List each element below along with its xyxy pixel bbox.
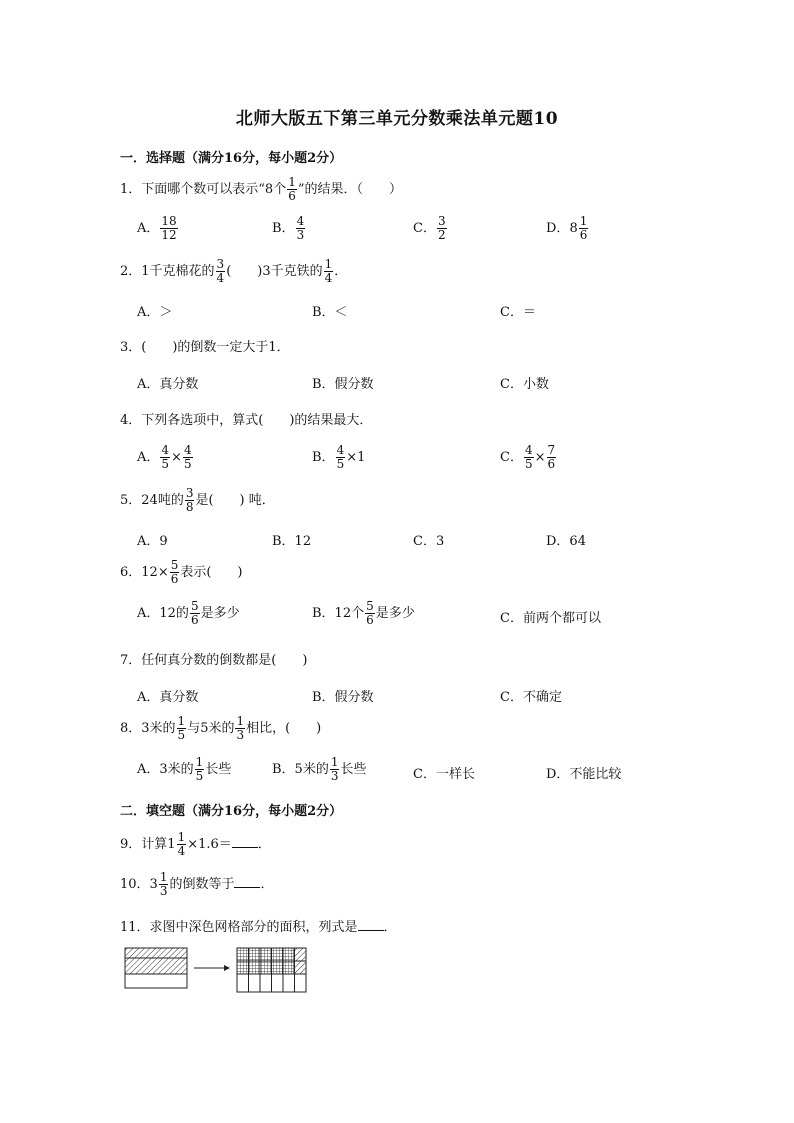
q1-option-d[interactable]: D． 8 $\frac{1}{6}$	[546, 214, 588, 242]
q8-option-d[interactable]: D．不能比较	[546, 767, 622, 782]
q8-option-a[interactable]: A．3米的 $\frac{1}{5}$ 长些	[137, 755, 232, 783]
q2-option-a[interactable]: A．＞	[137, 305, 173, 320]
q1-option-a[interactable]: A． $\frac{18}{12}$	[137, 214, 177, 242]
question-11: 11．求图中深色网格部分的面积，列式是 ．	[120, 920, 397, 935]
question-text: 1．下面哪个数可以表示“8个	[120, 182, 287, 197]
q7-option-c[interactable]: C．不确定	[500, 690, 562, 705]
arrow-icon	[194, 965, 230, 971]
q4-option-b[interactable]: B． $\frac{4}{5}$ ×1	[312, 443, 366, 471]
q6-option-a[interactable]: A．12的 $\frac{5}{6}$ 是多少	[137, 599, 240, 627]
q2-option-b[interactable]: B．＜	[312, 305, 348, 320]
question-7: 7．任何真分数的倒数都是( )	[120, 653, 308, 668]
q7-option-b[interactable]: B．假分数	[312, 690, 374, 705]
answer-blank[interactable]	[232, 835, 258, 848]
q2-option-c[interactable]: C．＝	[500, 305, 536, 320]
question-1	[120, 176, 402, 203]
q1-option-c[interactable]: C． $\frac{3}{2}$	[413, 214, 446, 242]
q6-option-c[interactable]: C．前两个都可以	[500, 611, 601, 626]
q6-option-b[interactable]: B．12个 $\frac{5}{6}$ 是多少	[312, 599, 415, 627]
page-title: 北师大版五下第三单元分数乘法单元题10	[235, 109, 559, 129]
answer-blank[interactable]	[358, 918, 384, 931]
q1-option-b[interactable]: B． $\frac{4}{3}$	[272, 214, 305, 242]
fraction: $\frac{1}{6}$	[288, 175, 296, 203]
q3-option-a[interactable]: A．真分数	[137, 377, 199, 392]
question-3: 3．( )的倒数一定大于1．	[120, 340, 290, 355]
question-8: 8．3米的 $\frac{1}{5}$ 与5米的 $\frac{1}{3}$ 相比，( )	[120, 714, 322, 742]
q3-option-c[interactable]: C．小数	[500, 377, 549, 392]
q4-option-c[interactable]: C． $\frac{4}{5}$ × $\frac{7}{6}$	[500, 443, 556, 471]
answer-blank[interactable]	[234, 875, 260, 888]
q4-option-a[interactable]: A． $\frac{4}{5}$ × $\frac{4}{5}$	[137, 443, 192, 471]
grid-figure	[120, 944, 320, 996]
q3-option-b[interactable]: B．假分数	[312, 377, 374, 392]
question-9: 9．计算 1 $\frac{1}{4}$ ×1.6＝ ．	[120, 830, 271, 858]
q8-option-c[interactable]: C．一样长	[413, 767, 475, 782]
shaded-grid	[237, 948, 306, 992]
question-10: 10． 3 $\frac{1}{3}$ 的倒数等于 ．	[120, 870, 274, 898]
question-4: 4．下列各选项中，算式( )的结果最大．	[120, 413, 373, 428]
q5-option-c[interactable]: C．3	[413, 534, 445, 549]
question-text: ”的结果．（ ）	[297, 182, 402, 197]
question-6: 6．12× $\frac{5}{6}$ 表示( )	[120, 558, 243, 586]
section-heading-fill: 二．填空题（满分16分，每小题2分）	[120, 804, 343, 819]
original-rectangle	[125, 948, 187, 988]
q5-option-a[interactable]: A．9	[137, 534, 168, 549]
section-heading-choice: 一．选择题（满分16分，每小题2分）	[120, 151, 343, 166]
q8-option-b[interactable]: B．5米的 $\frac{1}{3}$ 长些	[272, 755, 367, 783]
q5-option-b[interactable]: B．12	[272, 534, 312, 549]
question-5: 5．24吨的 $\frac{3}{8}$ 是( ) 吨．	[120, 486, 275, 514]
q7-option-a[interactable]: A．真分数	[137, 690, 199, 705]
question-2: 2．1千克棉花的 $\frac{3}{4}$ ( )3千克铁的 $\frac{1}{4}$ ．	[120, 257, 348, 285]
q5-option-d[interactable]: D．64	[546, 534, 586, 549]
